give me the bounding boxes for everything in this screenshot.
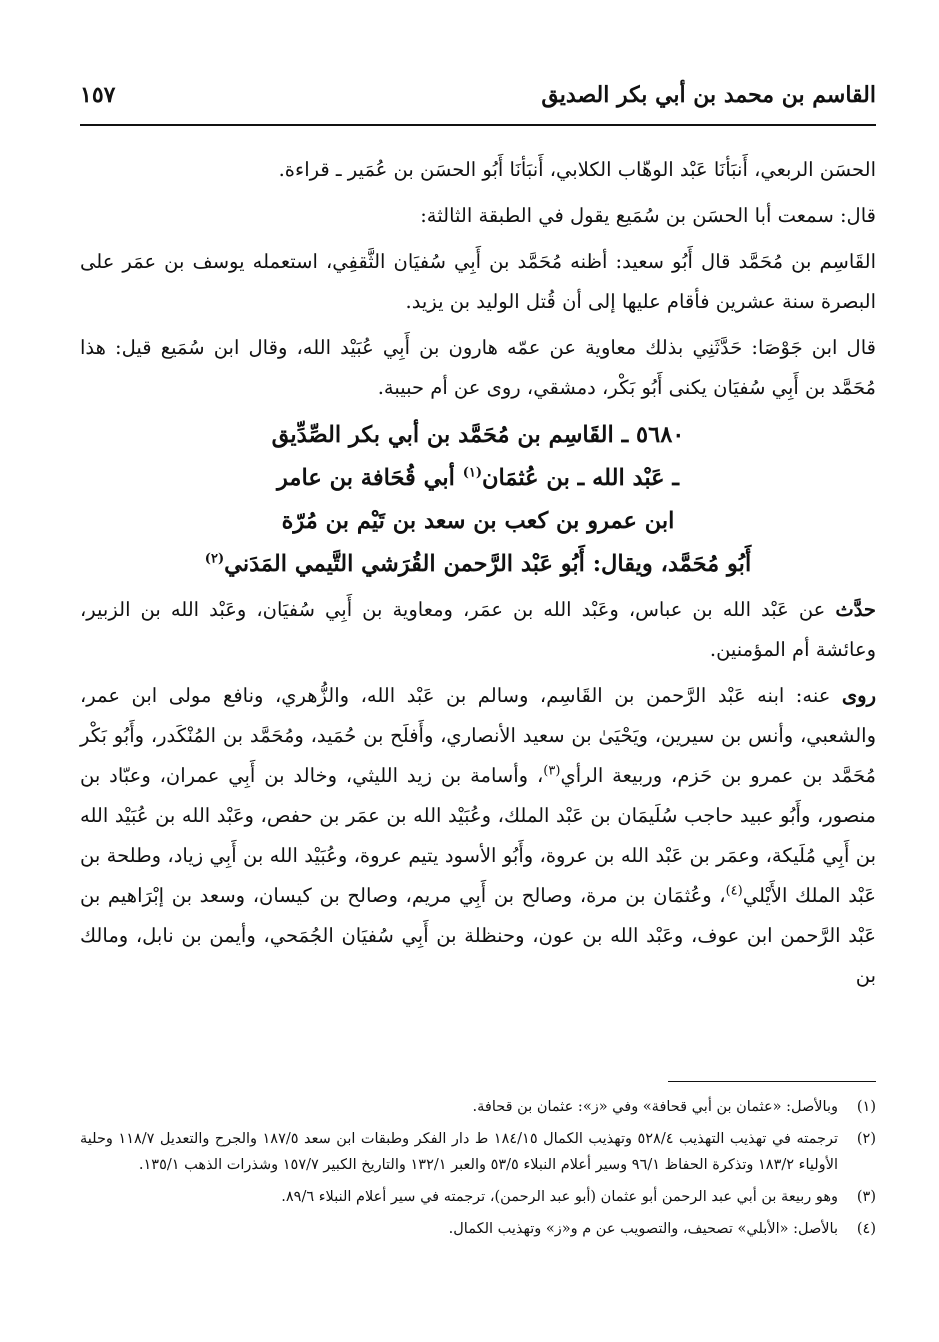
footnote — [80, 1184, 876, 1210]
paragraph-text: ، وأسامة بن زيد الليثي، وخالد بن أَبِي عمران، وعبّاد بن منصور، وأَبُو عبيد حاجب سُلَيمَان بن عَبْد الملك، وعُبَيْد الله بن عمَر بن حفص، وعَبْد الله بن عُبَيْد الله بن أَبِي مُلَيكة، وعمَر بن عَبْد الله بن عروة، وأَبُو الأسود يتيم عروة، وعُبَيْد الله بن أَبِي زياد، وطلحة بن عَبْد الملك الأَيْلي — [80, 764, 876, 907]
footnote-number: (٤) — [856, 1221, 876, 1237]
paragraph: القَاسِم بن مُحَمَّد قال أَبُو سعيد: أظنه مُحَمَّد بن أَبِي سُفيَان الثَّقفِي، استعمله يوسف بن عمَر على البصرة سنة عشرين فأقام عليها إلى أن قُتل الوليد بن يزيد. — [80, 250, 876, 313]
paragraph-lead: حدَّث — [835, 598, 876, 621]
page-number: ١٥٧ — [80, 82, 116, 108]
footnote-text: ترجمته في تهذيب التهذيب ٥٢٨/٤ وتهذيب الكمال ١٨٤/١٥ ط دار الفكر وطبقات ابن سعد ١٨٧/٥ والجرح والتعديل ١١٨/٧ وحلية الأولياء ١٨٣/٢ وتذكرة الحفاظ ٩٦/١ وسير أعلام النبلاء ٥٣/٥ والعبر ١٣٢/١ والتاريخ الكبير ١٥٧/٧ وشذرات الذهب ١٣٥/١. — [80, 1131, 838, 1173]
footnote-text: وهو ربيعة بن أبي عبد الرحمن أبو عثمان (أبو عبد الرحمن)، ترجمته في سير أعلام النبلاء ٨٩/٦. — [281, 1189, 838, 1205]
entry-title-text: أبي قُحَافة بن عامر — [277, 465, 463, 491]
paragraph: قال: سمعت أبا الحسَن بن سُمَيع يقول في الطبقة الثالثة: — [420, 204, 876, 227]
footnote-ref: (٤) — [725, 883, 743, 899]
page-header — [80, 78, 876, 120]
footnote — [80, 1126, 876, 1178]
footnote-ref: (٣) — [543, 763, 561, 779]
entry-title-text: ـ عَبْد الله ـ بن عُثمَان — [482, 465, 679, 491]
paragraph: قال ابن جَوْصَا: حَدَّثَنِي بذلك معاوية عن عمّه هارون بن أَبِي عُبَيْد الله، وقال ابن سُمَيع قيل: هذا مُحَمَّد بن أَبِي سُفيَان يكنى أَبُو بَكْر، دمشقي، روى عن أم حبيبة. — [80, 336, 876, 399]
paragraph-text: عن عَبْد الله بن عباس، وعَبْد الله بن عمَر، ومعاوية بن أَبِي سُفيَان، وعَبْد الله بن الزبير، وعائشة أم المؤمنين. — [80, 598, 876, 661]
footnote-ref: (٢) — [204, 551, 225, 567]
footnote-number: (١) — [856, 1099, 876, 1115]
footnotes — [80, 1094, 876, 1248]
footnote-text: بالأصل: «الأبلي» تصحيف، والتصويب عن م و«ز» وتهذيب الكمال. — [448, 1221, 838, 1237]
footnote-number: (٢) — [856, 1131, 876, 1147]
running-title: القاسم بن محمد بن أبي بكر الصديق — [541, 82, 876, 108]
footnote-rule — [668, 1081, 876, 1082]
footnote-text: وبالأصل: «عثمان بن أبي قحافة» وفي «ز»: عثمان بن قحافة. — [472, 1099, 838, 1115]
entry-title-line — [80, 457, 876, 500]
footnote-ref: (١) — [462, 465, 482, 481]
entry-title — [80, 414, 876, 586]
entry-title-text: أَبُو مُحَمَّد، ويقال: أَبُو عَبْد الرَّحمن القُرَشي التَّيمي المَدَني — [224, 551, 752, 577]
footnote — [80, 1094, 876, 1120]
entry-title-line — [80, 543, 876, 586]
main-text — [80, 150, 876, 1002]
footnote-number: (٣) — [856, 1189, 876, 1205]
paragraph-text: عنه: ابنه عَبْد الرَّحمن بن القَاسِم، وسالم بن عَبْد الله، والزُّهري، ونافع مولى ابن عمر، والشعبي، وأنس بن سيرين، ويَحْيَىٰ بن سعيد الأنصاري، وأَفلَح بن حُمَيد، ومُحَمَّد بن المُنْكَدر، وأَبُو بَكْر مُحَمَّد بن عمرو بن حَزم، وربيعة الرأي — [80, 684, 876, 787]
paragraph — [80, 676, 876, 996]
footnote — [80, 1216, 876, 1242]
paragraph: الحسَن الربعي، أَنبَأنَا عَبْد الوهّاب الكلابي، أَنبَأنَا أَبُو الحسَن بن عُمَير ـ قراءة. — [278, 158, 876, 181]
header-rule — [80, 124, 876, 126]
paragraph — [80, 590, 876, 670]
paragraph-lead: روى — [841, 684, 876, 707]
entry-title-line: ٥٦٨٠ ـ القَاسِم بن مُحَمَّد بن أبي بكر الصِّدِّيق — [271, 422, 685, 448]
entry-title-line: ابن عمرو بن كعب بن سعد بن تَيْم بن مُرّة — [281, 508, 675, 534]
paragraph-text: ، وعُثمَان بن مرة، وصالح بن أَبِي مريم، وصالح بن كيسان، وسعد بن إبْرَاهيم بن عَبْد الرَّحمن ابن عوف، وعَبْد الله بن عون، وحنظلة بن أَبِي سُفيَان الجُمَحي، وأيمن بن نابل، ومالك بن — [80, 884, 876, 987]
